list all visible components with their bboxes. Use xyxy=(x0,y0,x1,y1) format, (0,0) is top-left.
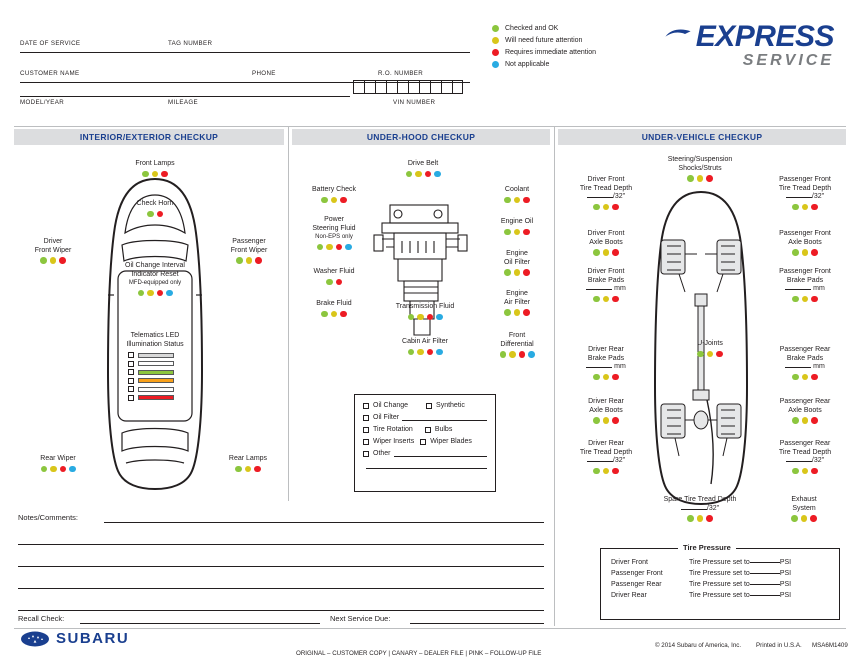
check-driver-front-wiper[interactable] xyxy=(22,238,84,264)
label-front-lamps: Front Lamps xyxy=(135,160,175,167)
divider-col-2 xyxy=(554,126,555,626)
services-checkbox-box[interactable] xyxy=(354,394,496,492)
unit-spare-tire: /32" xyxy=(706,504,720,512)
check-front-lamps[interactable] xyxy=(106,160,204,177)
telematics-row-3[interactable] xyxy=(128,369,174,375)
check-passenger-rear-brake-pads[interactable] xyxy=(762,346,848,380)
engine-diagram xyxy=(368,195,478,345)
check-battery[interactable] xyxy=(296,186,372,203)
checkbox-row-other[interactable] xyxy=(363,450,487,457)
label-model-year: MODEL/YEAR xyxy=(20,99,65,106)
notes-line-3[interactable] xyxy=(18,588,544,589)
tire-pressure-row[interactable] xyxy=(611,581,829,588)
rule-model-year xyxy=(20,96,350,97)
check-passenger-front-axle-boots[interactable] xyxy=(762,230,848,256)
label-passenger-front-wiper-1: Passenger xyxy=(232,238,266,245)
notes-line-1[interactable] xyxy=(18,544,544,545)
label-df-axle-1: Driver Front xyxy=(587,230,625,237)
tire-pressure-row[interactable] xyxy=(611,570,829,577)
swoosh-icon xyxy=(664,26,692,42)
label-oil-change: Oil Change xyxy=(373,402,409,409)
check-oil-change-interval-reset[interactable] xyxy=(100,262,210,296)
notes-line-4[interactable] xyxy=(18,610,544,611)
check-passenger-front-tire-tread[interactable] xyxy=(762,176,848,210)
label-rear-lamps: Rear Lamps xyxy=(228,455,268,462)
subaru-logo xyxy=(20,630,129,647)
check-passenger-front-wiper[interactable] xyxy=(214,238,284,264)
label-pf-brake-2: Brake Pads xyxy=(786,276,824,284)
unit-dr-brake: mm xyxy=(614,363,626,370)
unit-tp-driver-front: PSI xyxy=(779,559,792,566)
checkbox-row-tire-rotation[interactable] xyxy=(363,426,487,433)
checkbox-tire-rotation[interactable] xyxy=(363,427,369,433)
check-drive-belt[interactable] xyxy=(378,160,468,177)
check-driver-rear-tire-tread[interactable] xyxy=(566,440,646,474)
tire-pressure-title: Tire Pressure xyxy=(678,543,736,552)
legend-dot-blue xyxy=(492,61,499,68)
check-engine-air-filter[interactable] xyxy=(484,290,550,316)
check-passenger-front-brake-pads[interactable] xyxy=(762,268,848,302)
label-telematics-2: Illumination Status xyxy=(126,340,184,348)
label-passenger-front-wiper-2: Front Wiper xyxy=(230,246,268,254)
label-df-tread-1: Driver Front xyxy=(587,176,625,183)
label-tag-number: TAG NUMBER xyxy=(168,40,213,47)
rule-date-of-service xyxy=(20,52,470,53)
label-tire-rotation: Tire Rotation xyxy=(373,426,413,433)
footer-distribution: ORIGINAL – CUSTOMER COPY | CANARY – DEALER FILE | PINK – FOLLOW-UP FILE xyxy=(296,650,542,657)
notes-label: Notes/Comments: xyxy=(18,513,79,522)
label-steering-2: Shocks/Struts xyxy=(678,164,722,172)
label-front-diff-1: Front xyxy=(508,332,526,339)
footer-printed: Printed in U.S.A. xyxy=(756,642,802,649)
section-title-undervehicle: UNDER-VEHICLE CHECKUP xyxy=(558,129,846,145)
subaru-wordmark: SUBARU xyxy=(56,630,130,647)
tire-pressure-row[interactable] xyxy=(611,559,829,566)
label-transmission-fluid: Transmission Fluid xyxy=(395,303,455,310)
label-pr-tread-2: Tire Tread Depth xyxy=(778,448,832,456)
footer-form-number: MSA6M1409 xyxy=(812,642,848,649)
logo-express: EXPRESS xyxy=(695,20,834,53)
section-title-underhood: UNDER-HOOD CHECKUP xyxy=(292,129,550,145)
form-header xyxy=(0,0,860,120)
checkbox-row-oil-change[interactable] xyxy=(363,402,487,409)
label-pr-axle-2: Axle Boots xyxy=(788,406,822,414)
label-steering-1: Steering/Suspension xyxy=(667,156,733,163)
label-cabin-air-filter: Cabin Air Filter xyxy=(402,338,448,345)
tire-pressure-row[interactable] xyxy=(611,592,829,599)
label-df-axle-2: Axle Boots xyxy=(589,238,623,246)
legend-dot-red xyxy=(492,49,499,56)
check-spare-tire-tread[interactable] xyxy=(632,496,768,522)
label-bulbs: Bulbs xyxy=(434,426,453,433)
label-ro-number: R.O. NUMBER xyxy=(378,70,424,77)
label-pf-axle-2: Axle Boots xyxy=(788,238,822,246)
label-oil-change-1: Oil Change Interval xyxy=(125,262,185,269)
label-power-steering-2: Steering Fluid xyxy=(312,224,356,232)
check-engine-oil-filter[interactable] xyxy=(484,250,550,276)
label-synthetic: Synthetic xyxy=(436,402,465,409)
unit-pf-tread: /32" xyxy=(811,193,825,200)
logo-service: SERVICE xyxy=(742,52,834,69)
label-pr-brake-2: Brake Pads xyxy=(786,354,824,362)
label-power-steering-1: Power xyxy=(324,216,344,223)
legend-label-ok: Checked and OK xyxy=(505,24,559,32)
telematics-row-2[interactable] xyxy=(128,361,174,367)
checkbox-wiper-inserts[interactable] xyxy=(363,439,369,445)
checkbox-other[interactable] xyxy=(363,451,369,457)
label-oil-change-2: Indicator Reset xyxy=(131,270,179,278)
label-rear-wiper: Rear Wiper xyxy=(40,455,76,462)
legend xyxy=(492,22,662,70)
checkbox-row-other-2[interactable] xyxy=(363,462,487,469)
check-power-steering-fluid[interactable] xyxy=(296,216,372,250)
next-service-label: Next Service Due: xyxy=(330,614,391,623)
label-other: Other xyxy=(373,450,391,457)
unit-df-tread: /32" xyxy=(612,193,626,200)
unit-tp-driver-rear: PSI xyxy=(779,592,792,599)
label-pr-tread-1: Passenger Rear xyxy=(779,440,831,447)
check-passenger-rear-axle-boots[interactable] xyxy=(762,398,848,424)
label-df-tread-2: Tire Tread Depth xyxy=(579,184,633,192)
check-transmission-fluid[interactable] xyxy=(380,303,470,320)
label-oil-change-3: MFD-equipped only xyxy=(128,280,182,286)
telematics-status-rows[interactable] xyxy=(128,352,174,403)
checkbox-row-oil-filter[interactable] xyxy=(363,414,487,421)
label-coolant: Coolant xyxy=(504,186,530,193)
unit-pr-brake: mm xyxy=(813,363,825,370)
label-customer-name: CUSTOMER NAME xyxy=(20,70,80,77)
unit-pr-tread: /32" xyxy=(811,457,825,464)
legend-label-future: Will need future attention xyxy=(505,36,583,44)
check-u-joints[interactable] xyxy=(680,340,740,357)
check-coolant[interactable] xyxy=(484,186,550,203)
label-mileage: MILEAGE xyxy=(168,99,198,106)
label-wiper-inserts: Wiper Inserts xyxy=(373,438,415,445)
label-dr-tread-2: Tire Tread Depth xyxy=(579,448,633,456)
divider-col-1 xyxy=(288,126,289,501)
express-service-logo xyxy=(658,22,834,69)
unit-tp-passenger-rear: PSI xyxy=(779,581,792,588)
label-engine-oil-filter-1: Engine xyxy=(506,250,528,257)
label-engine-air-filter-2: Air Filter xyxy=(503,298,531,306)
legend-item-ok xyxy=(492,22,662,34)
label-front-diff-2: Differential xyxy=(500,340,534,348)
label-dr-brake-1: Driver Rear xyxy=(588,346,624,353)
tire-pressure-box[interactable] xyxy=(600,548,840,620)
text-tp-passenger-rear: Tire Pressure set to xyxy=(689,581,750,588)
subaru-star-icon xyxy=(20,631,50,647)
legend-label-immediate: Requires immediate attention xyxy=(505,48,597,56)
line-oil-filter[interactable] xyxy=(402,414,487,421)
checkbox-oil-change[interactable] xyxy=(363,403,369,409)
text-tp-passenger-front: Tire Pressure set to xyxy=(689,570,750,577)
telematics-row-6[interactable] xyxy=(128,395,174,401)
label-vin-number: VIN NUMBER xyxy=(393,99,436,106)
check-passenger-rear-tire-tread[interactable] xyxy=(762,440,848,474)
label-pf-tread-1: Passenger Front xyxy=(779,176,831,183)
check-driver-rear-brake-pads[interactable] xyxy=(566,346,646,380)
label-engine-oil-filter-2: Oil Filter xyxy=(503,258,531,266)
label-exhaust-2: System xyxy=(792,504,816,512)
unit-dr-tread: /32" xyxy=(612,457,626,464)
legend-item-immediate xyxy=(492,46,662,58)
check-driver-front-tire-tread[interactable] xyxy=(566,176,646,210)
check-exhaust-system[interactable] xyxy=(768,496,840,522)
check-driver-rear-axle-boots[interactable] xyxy=(566,398,646,424)
label-u-joints: U-Joints xyxy=(697,340,723,347)
check-driver-front-axle-boots[interactable] xyxy=(566,230,646,256)
check-driver-front-brake-pads[interactable] xyxy=(566,268,646,302)
label-telematics-1: Telematics LED xyxy=(130,332,180,339)
footer-divider xyxy=(14,628,846,629)
telematics-row-4[interactable] xyxy=(128,378,174,384)
text-tp-driver-front: Tire Pressure set to xyxy=(689,559,750,566)
checkbox-bulbs[interactable] xyxy=(425,427,431,433)
label-check-horn: Check Horn xyxy=(136,200,174,207)
label-oil-filter: Oil Filter xyxy=(373,414,400,421)
line-other-1[interactable] xyxy=(394,450,487,457)
notes-line-0[interactable] xyxy=(104,522,544,523)
check-horn[interactable] xyxy=(110,200,200,217)
check-front-differential[interactable] xyxy=(484,332,550,358)
checkbox-synthetic[interactable] xyxy=(426,403,432,409)
label-spare-tire: Spare Tire Tread Depth xyxy=(663,496,737,503)
label-exhaust-1: Exhaust xyxy=(791,496,817,503)
label-tp-driver-rear: Driver Rear xyxy=(611,592,647,599)
label-pr-brake-1: Passenger Rear xyxy=(779,346,831,353)
label-date-of-service: DATE OF SERVICE xyxy=(20,40,81,47)
check-rear-wiper[interactable] xyxy=(22,455,94,472)
label-tp-passenger-front: Passenger Front xyxy=(611,570,663,577)
checkbox-oil-filter[interactable] xyxy=(363,415,369,421)
notes-line-2[interactable] xyxy=(18,566,544,567)
check-cabin-air-filter[interactable] xyxy=(380,338,470,355)
label-df-brake-1: Driver Front xyxy=(587,268,625,275)
label-dr-tread-1: Driver Rear xyxy=(588,440,624,447)
label-driver-front-wiper-2: Front Wiper xyxy=(34,246,72,254)
label-brake-fluid: Brake Fluid xyxy=(316,300,352,307)
label-tp-passenger-rear: Passenger Rear xyxy=(611,581,662,588)
label-pf-brake-1: Passenger Front xyxy=(779,268,831,275)
check-washer-fluid[interactable] xyxy=(296,268,372,285)
label-dr-brake-2: Brake Pads xyxy=(587,354,625,362)
label-battery-check: Battery Check xyxy=(312,186,356,193)
vin-boxes[interactable] xyxy=(353,80,463,94)
check-telematics-led[interactable] xyxy=(100,332,210,349)
recall-check-label: Recall Check: xyxy=(18,614,65,623)
label-wiper-blades: Wiper Blades xyxy=(430,438,472,445)
label-driver-front-wiper-1: Driver xyxy=(43,238,63,245)
label-tp-driver-front: Driver Front xyxy=(611,559,648,566)
check-steering-suspension[interactable] xyxy=(630,156,770,182)
check-engine-oil[interactable] xyxy=(484,218,550,235)
unit-df-brake: mm xyxy=(614,285,626,292)
engine-icon xyxy=(368,195,478,345)
label-dr-axle-2: Axle Boots xyxy=(589,406,623,414)
text-tp-driver-rear: Tire Pressure set to xyxy=(689,592,750,599)
telematics-row-5[interactable] xyxy=(128,386,174,392)
label-engine-oil: Engine Oil xyxy=(500,218,534,225)
label-df-brake-2: Brake Pads xyxy=(587,276,625,284)
next-service-line[interactable] xyxy=(410,623,544,624)
label-drive-belt: Drive Belt xyxy=(407,160,439,167)
recall-check-line[interactable] xyxy=(80,623,320,624)
telematics-row-1[interactable] xyxy=(128,352,174,358)
legend-dot-green xyxy=(492,25,499,32)
checkbox-wiper-blades[interactable] xyxy=(420,439,426,445)
label-power-steering-3: Non-EPS only xyxy=(315,234,353,240)
label-pf-tread-2: Tire Tread Depth xyxy=(778,184,832,192)
checkbox-row-wiper-inserts[interactable] xyxy=(363,438,487,445)
legend-label-na: Not applicable xyxy=(505,60,550,68)
legend-item-future xyxy=(492,34,662,46)
unit-tp-passenger-front: PSI xyxy=(779,570,792,577)
legend-dot-yellow xyxy=(492,37,499,44)
label-washer-fluid: Washer Fluid xyxy=(313,268,355,275)
label-phone: PHONE xyxy=(252,70,276,77)
label-engine-air-filter-1: Engine xyxy=(506,290,528,297)
section-title-interior: INTERIOR/EXTERIOR CHECKUP xyxy=(14,129,284,145)
legend-item-na xyxy=(492,58,662,70)
divider-top xyxy=(14,126,846,127)
line-other-2[interactable] xyxy=(366,462,487,469)
label-pf-axle-1: Passenger Front xyxy=(779,230,831,237)
label-dr-axle-1: Driver Rear xyxy=(588,398,624,405)
check-rear-lamps[interactable] xyxy=(212,455,284,472)
check-brake-fluid[interactable] xyxy=(296,300,372,317)
unit-pf-brake: mm xyxy=(813,285,825,292)
label-pr-axle-1: Passenger Rear xyxy=(779,398,831,405)
footer-copyright: © 2014 Subaru of America, Inc. xyxy=(655,642,742,649)
